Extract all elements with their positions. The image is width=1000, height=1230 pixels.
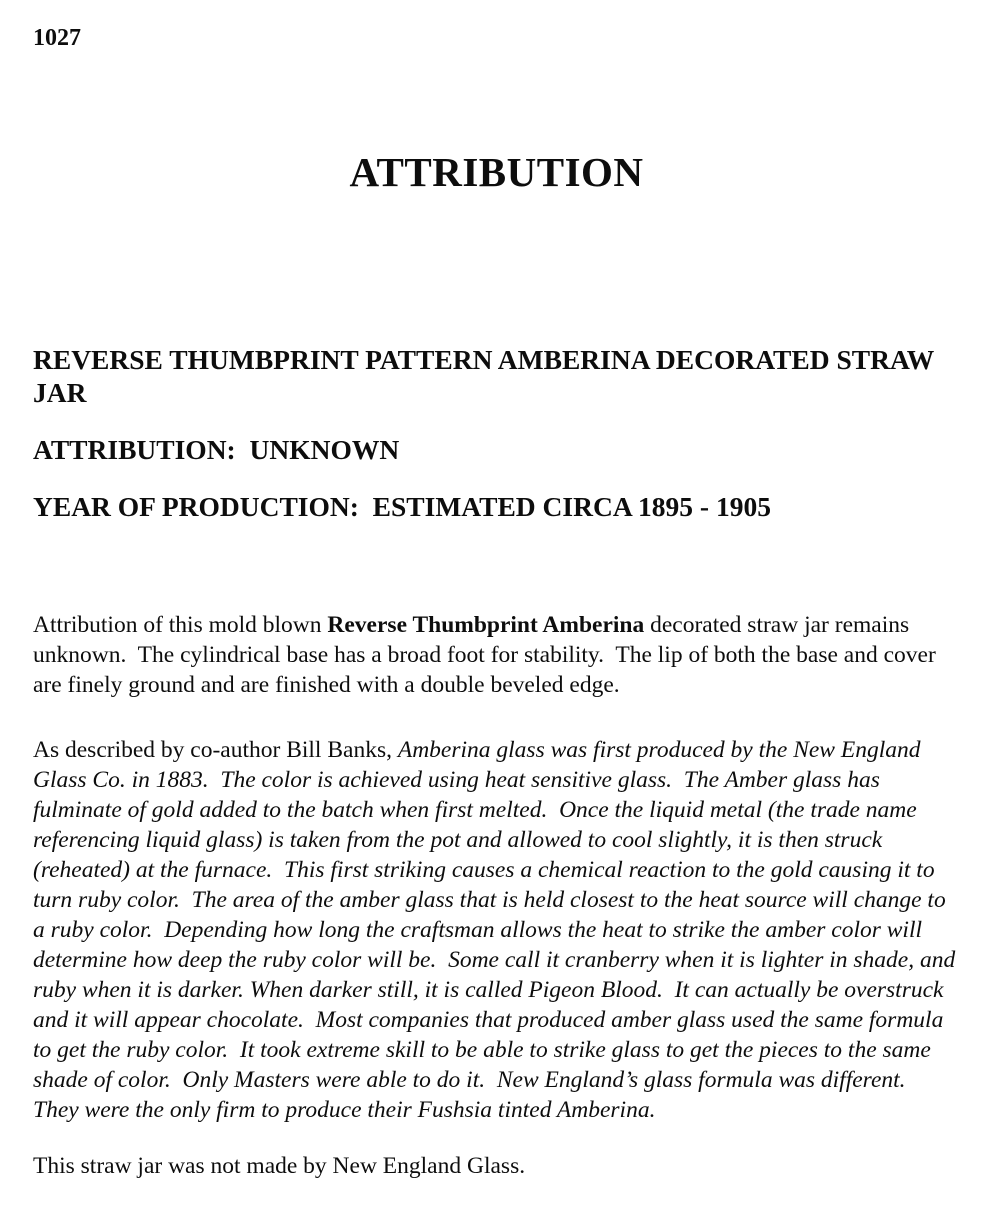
quote-lead-in: As described by co-author Bill Banks, xyxy=(33,736,398,763)
description-text-before-bold: Attribution of this mold blown xyxy=(33,611,328,638)
paragraph-quote xyxy=(33,735,960,1125)
closing-statement: This straw jar was not made by New England Glass. xyxy=(33,1152,526,1179)
description-bold-phrase: Reverse Thumbprint Amberina xyxy=(327,611,645,638)
page-number: 1027 xyxy=(33,25,81,51)
quote-italic-text: Amberina glass was first produced by the New England Glass Co. in 1883. The color is achieved using heat sensitive glass. The Amber glass has fulminate of gold added to the batch when first melted. Once the liquid metal (the trade name referencing liquid glass) is taken from the pot and allowed to cool slightly, it is then struck (reheated) at the furnace. This first striking causes a chemical reaction to the gold causing it to turn ruby color. The area of the amber glass that is held closest to the heat source will change to a ruby color. Depending how long the craftsman allows the heat to strike the amber color will determine how deep the ruby color will be. Some call it cranberry when it is lighter in shade, and ruby when it is darker. When darker still, it is called Pigeon Blood. It can actually be overstruck and it will appear chocolate. Most companies that produced amber glass used the same formula to get the ruby color. It took extreme skill to be able to strike glass to get the pieces to the same shade of color. Only Masters were able to do it. New England’s glass formula was different. They were the only firm to produce their Fushsia tinted Amberina. xyxy=(33,736,962,1123)
heading-item-name: REVERSE THUMBPRINT PATTERN AMBERINA DECORATED STRAW JAR xyxy=(33,343,941,408)
page-title: ATTRIBUTION xyxy=(349,148,644,195)
description-text-after-bold: decorated straw jar remains unknown. The cylindrical base has a broad foot for stability. The lip of both the base and cover are finely ground and are finished with a double beveled edge. xyxy=(33,611,942,698)
heading-block xyxy=(33,343,960,523)
paragraph-description xyxy=(33,610,960,700)
heading-year-of-production: YEAR OF PRODUCTION: ESTIMATED CIRCA 1895 - 1905 xyxy=(33,490,771,522)
heading-attribution: ATTRIBUTION: UNKNOWN xyxy=(33,433,400,465)
